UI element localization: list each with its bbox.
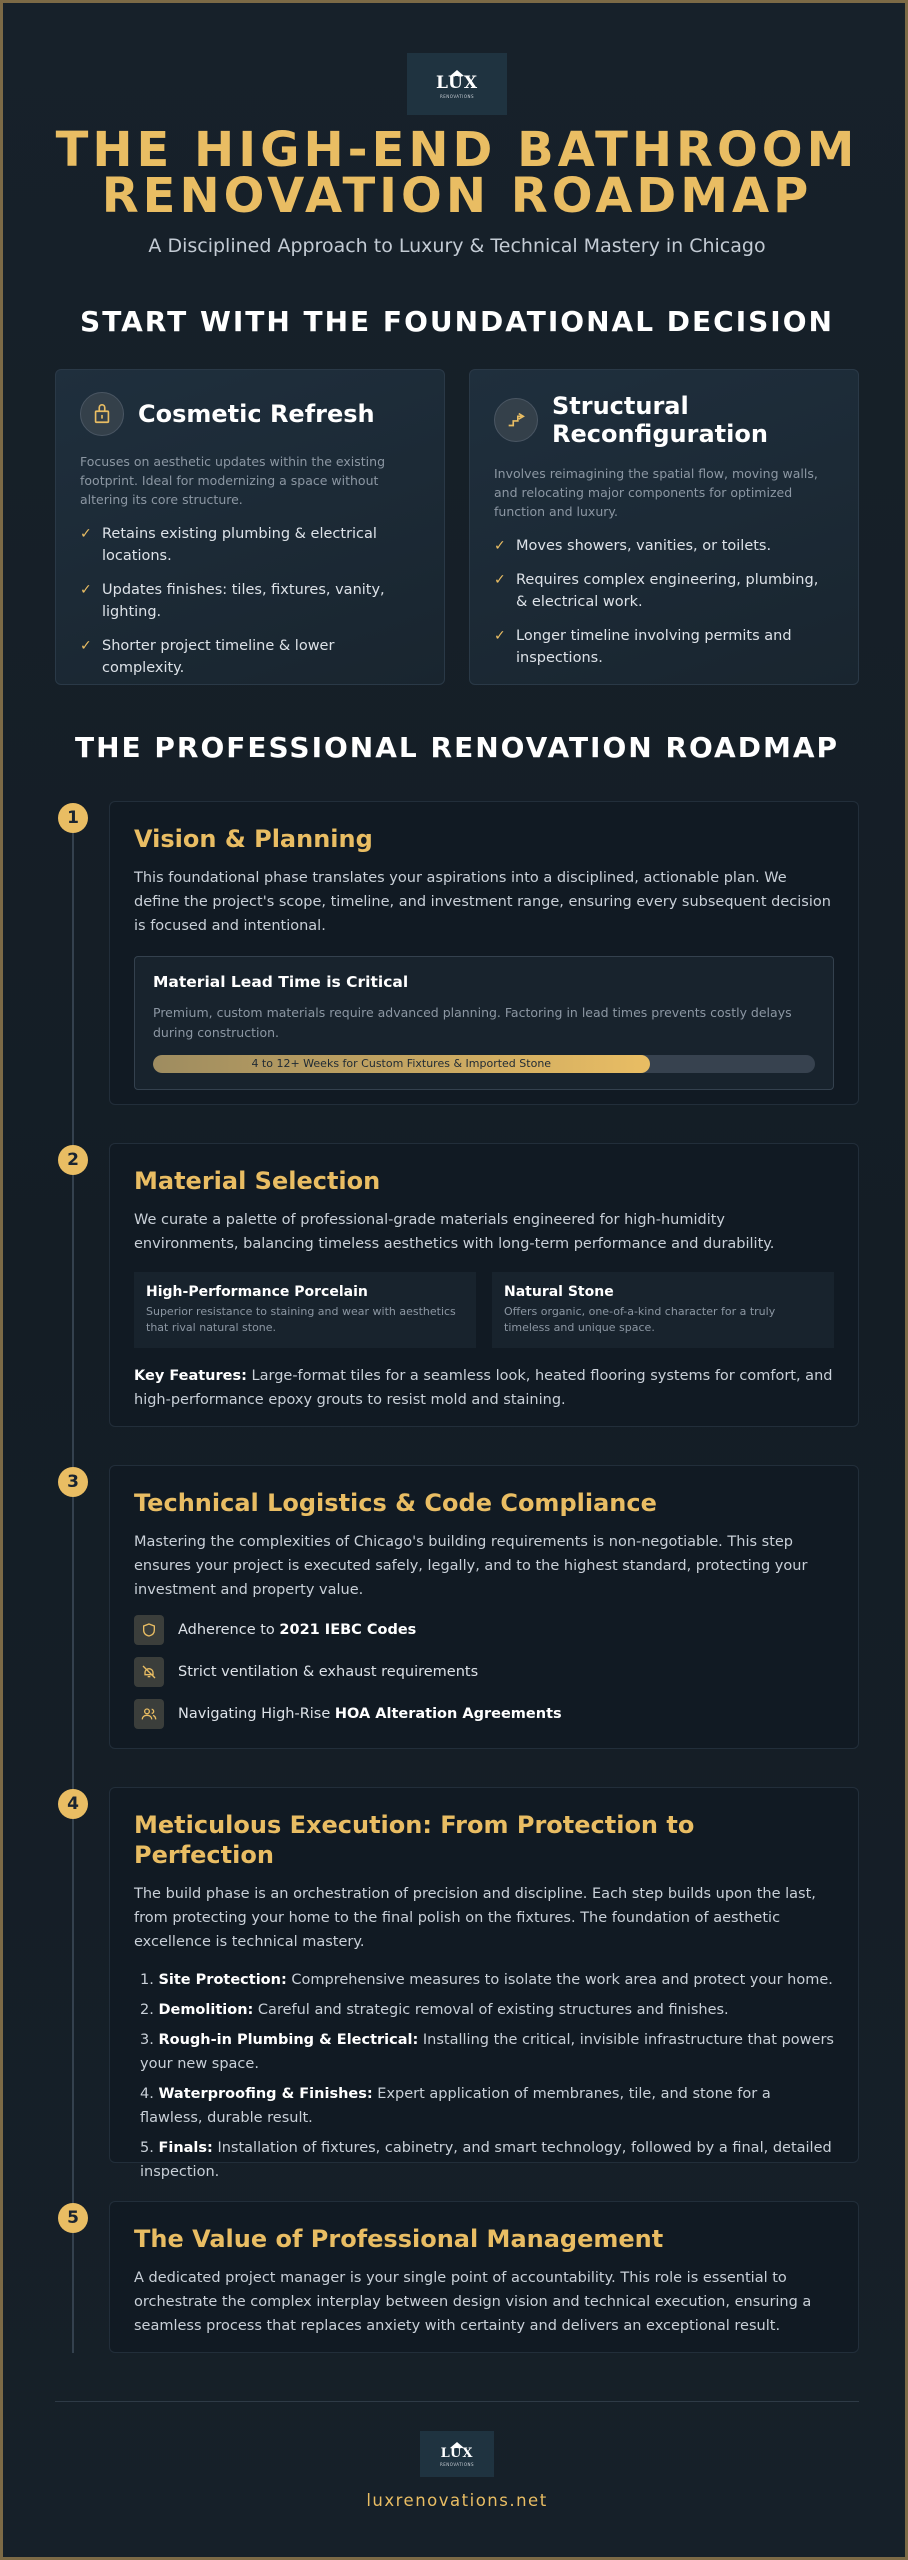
card-title: Structural Reconfiguration	[552, 392, 768, 448]
card-description: Focuses on aesthetic updates within the existing footprint. Ideal for modernizing a space without altering its core structure.	[80, 454, 386, 507]
step-title: Vision & Planning	[134, 825, 373, 853]
step-title: Material Selection	[134, 1167, 381, 1195]
material-text: Offers organic, one-of-a-kind character for a truly timeless and unique space.	[504, 1305, 776, 1334]
key-features-text: Large-format tiles for a seamless look, heated flooring systems for comfort, and high-performance epoxy grouts to resist mold and staining.	[134, 1368, 833, 1408]
step-title: Technical Logistics & Code Compliance	[134, 1489, 657, 1517]
step-badge-5: 5	[58, 2203, 88, 2233]
check-icon: ✓	[494, 572, 506, 588]
step-title: Meticulous Execution: From Protection to Perfection	[134, 1811, 695, 1869]
step-title: The Value of Professional Management	[134, 2225, 664, 2253]
shield-icon	[134, 1615, 164, 1645]
list-item-text: Shorter project timeline & lower complexity.	[102, 638, 335, 676]
material-text: Superior resistance to staining and wear with aesthetics that rival natural stone.	[146, 1305, 456, 1334]
material-title: High-Performance Porcelain	[146, 1284, 368, 1300]
phase-item: 5. Finals: Installation of fixtures, cabinetry, and smart technology, followed by a final, detailed inspection.	[140, 2140, 832, 2180]
footer-logo	[420, 2431, 494, 2477]
requirement-text: Navigating High-Rise HOA Alteration Agreements	[178, 1706, 562, 1722]
list-item-text: Retains existing plumbing & electrical locations.	[102, 526, 377, 564]
logo-sub: RENOVATIONS	[439, 93, 475, 99]
step-badge-3: 3	[58, 1467, 88, 1497]
list-item-text: Updates finishes: tiles, fixtures, vanity, lighting.	[102, 582, 385, 620]
page-title-line-1: THE HIGH-END BATHROOM	[55, 122, 859, 178]
requirement-text: Strict ventilation & exhaust requirements	[178, 1664, 479, 1680]
check-icon: ✓	[494, 538, 506, 554]
list-item-text: Moves showers, vanities, or toilets.	[516, 538, 772, 554]
lead-time-callout	[134, 956, 834, 1090]
page-title-line-2: RENOVATION ROADMAP	[101, 168, 813, 224]
phase-item: 2. Demolition: Careful and strategic removal of existing structures and finishes.	[140, 2002, 729, 2018]
list-item	[494, 625, 834, 669]
list-item	[494, 569, 834, 613]
lead-time-bar-label: 4 to 12+ Weeks for Custom Fixtures & Imported Stone	[251, 1057, 552, 1070]
callout-title: Material Lead Time is Critical	[153, 973, 409, 991]
step-card-vision-planning	[109, 801, 859, 1105]
step-text: Mastering the complexities of Chicago's building requirements is non-negotiable. This step ensures your project is executed safely, legally, and to the highest standard, protecting your investment and property value.	[134, 1534, 808, 1598]
material-title: Natural Stone	[504, 1284, 614, 1300]
requirement-text: Adherence to 2021 IEBC Codes	[178, 1622, 417, 1638]
step-text: We curate a palette of professional-grade materials engineered for high-humidity environments, balancing timeless aesthetics with long-term performance and durability.	[134, 1212, 775, 1252]
paint-bucket-icon	[80, 392, 124, 436]
key-features-label: Key Features:	[134, 1368, 247, 1384]
header-logo	[407, 53, 507, 115]
footer-url-link[interactable]: luxrenovations.net	[366, 2491, 548, 2510]
list-item-text: Longer timeline involving permits and inspections.	[516, 628, 792, 666]
key-features	[134, 1364, 834, 1412]
step-card-professional-management	[109, 2201, 859, 2353]
list-item-text: Requires complex engineering, plumbing, & electrical work.	[516, 572, 819, 610]
check-icon: ✓	[80, 638, 92, 654]
requirement-item	[134, 1656, 834, 1688]
step-text: A dedicated project manager is your single point of accountability. This role is essential to orchestrate the complex interplay between design vision and technical execution, ensuring a seamless process that replaces anxiety with certainty and delivers an exceptional result.	[134, 2270, 812, 2334]
step-text: The build phase is an orchestration of precision and discipline. Each step builds upon the last, from protecting your home to the final polish on the fixtures. The foundation of aesthetic excellence is technical mastery.	[134, 1886, 816, 1950]
requirement-item	[134, 1698, 834, 1730]
users-icon	[134, 1699, 164, 1729]
step-badge-4: 4	[58, 1789, 88, 1819]
stairs-arrow-icon	[494, 398, 538, 442]
footer-divider	[55, 2401, 859, 2402]
logo-mark: LUX	[435, 72, 479, 93]
step-card-execution	[109, 1787, 859, 2180]
logo-sub: RENOVATIONS	[439, 2461, 475, 2467]
logo-mark: LUX	[440, 2445, 474, 2461]
roadmap-heading: THE PROFESSIONAL RENOVATION ROADMAP	[74, 731, 840, 764]
step-badge-1: 1	[58, 803, 88, 833]
callout-text: Premium, custom materials require advanced planning. Factoring in lead times prevents costly delays during construction.	[153, 1005, 792, 1040]
decision-heading: START WITH THE FOUNDATIONAL DECISION	[80, 305, 834, 338]
step-text: This foundational phase translates your aspirations into a disciplined, actionable plan. We define the project's scope, timeline, and investment range, ensuring every subsequent decision is focused and intentional.	[134, 870, 831, 934]
step-badge-2: 2	[58, 1145, 88, 1175]
list-item	[494, 535, 834, 557]
step-card-technical-logistics	[109, 1465, 859, 1749]
page-subtitle: A Disciplined Approach to Luxury & Technical Mastery in Chicago	[148, 235, 766, 257]
material-natural-stone	[492, 1272, 834, 1348]
material-porcelain	[134, 1272, 476, 1348]
list-item	[80, 579, 420, 623]
check-icon: ✓	[80, 582, 92, 598]
timeline-line	[72, 818, 74, 2353]
requirement-item	[134, 1614, 834, 1646]
check-icon: ✓	[494, 628, 506, 644]
page-title	[43, 122, 871, 224]
step-card-material-selection	[109, 1143, 859, 1427]
check-icon: ✓	[80, 526, 92, 542]
structural-reconfiguration-card	[469, 369, 859, 685]
card-description: Involves reimagining the spatial flow, moving walls, and relocating major components for optimized function and luxury.	[494, 466, 818, 519]
lead-time-bar	[153, 1055, 815, 1073]
phase-item: 1. Site Protection: Comprehensive measures to isolate the work area and protect your home.	[140, 1972, 833, 1988]
card-title: Cosmetic Refresh	[138, 400, 375, 428]
cosmetic-refresh-card	[55, 369, 445, 685]
fan-off-icon	[134, 1657, 164, 1687]
list-item	[80, 635, 420, 679]
phase-item: 3. Rough-in Plumbing & Electrical: Installing the critical, invisible infrastructure that powers your new space.	[140, 2032, 834, 2072]
phase-item: 4. Waterproofing & Finishes: Expert application of membranes, tile, and stone for a flawless, durable result.	[140, 2086, 771, 2126]
list-item	[80, 523, 420, 567]
